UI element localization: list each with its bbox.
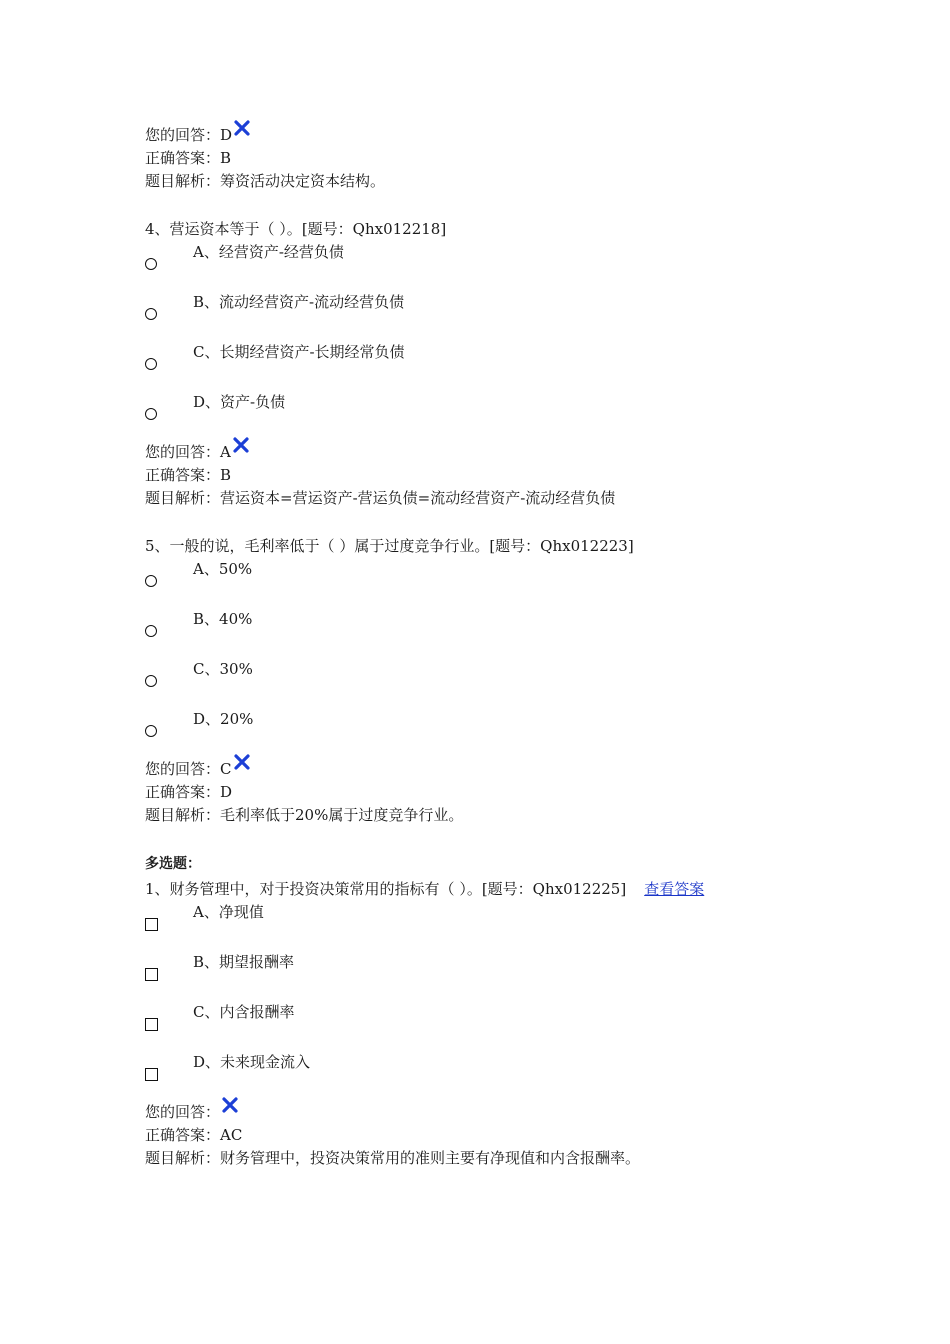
q5-option-a[interactable] <box>145 558 905 608</box>
radio-button[interactable] <box>145 575 157 587</box>
option-label: D、资产-负债 <box>193 393 286 411</box>
your-answer-value: A <box>220 443 231 461</box>
q5-correct-answer <box>145 781 905 804</box>
radio-button[interactable] <box>145 725 157 737</box>
option-label: D、未来现金流入 <box>193 1053 311 1071</box>
multi-q1-option-a[interactable] <box>145 901 905 951</box>
radio-button[interactable] <box>145 258 157 270</box>
checkbox[interactable] <box>145 968 158 981</box>
multi-q1-question <box>145 877 905 901</box>
q4-correct-answer <box>145 464 905 487</box>
option-label: B、40% <box>193 610 253 628</box>
q5-question: 5、一般的说，毛利率低于（ ）属于过度竞争行业。[题号：Qhx012223] <box>145 537 634 555</box>
multi-q1-option-b[interactable] <box>145 951 905 1001</box>
analysis-text: 营运资本=营运资产-营运负债=流动经营资产-流动经营负债 <box>220 489 616 507</box>
radio-button[interactable] <box>145 625 157 637</box>
correct-answer-value: D <box>220 783 233 801</box>
correct-answer-value: B <box>220 149 232 167</box>
checkbox[interactable] <box>145 1018 158 1031</box>
correct-answer-value: AC <box>220 1126 243 1144</box>
q4-question: 4、营运资本等于（ ）。[题号：Qhx012218] <box>145 220 447 238</box>
radio-button[interactable] <box>145 675 157 687</box>
wrong-x-icon <box>233 120 251 136</box>
option-label: A、50% <box>193 560 253 578</box>
correct-answer-value: B <box>220 466 232 484</box>
radio-button[interactable] <box>145 308 157 320</box>
checkbox[interactable] <box>145 918 158 931</box>
question-text: 1、财务管理中，对于投资决策常用的指标有（ ）。[题号：Qhx012225] <box>145 880 627 898</box>
option-label: A、净现值 <box>193 903 264 921</box>
multi-q1-option-d[interactable] <box>145 1051 905 1101</box>
analysis-text: 筹资活动决定资本结构。 <box>220 172 386 190</box>
q5-option-d[interactable] <box>145 708 905 758</box>
radio-button[interactable] <box>145 358 157 370</box>
analysis-label: 题目解析： <box>145 172 221 190</box>
option-label: B、流动经营资产-流动经营负债 <box>193 293 405 311</box>
correct-answer-label: 正确答案： <box>145 783 221 801</box>
q4-analysis <box>145 487 905 510</box>
q4-option-c[interactable] <box>145 341 905 391</box>
analysis-label: 题目解析： <box>145 806 221 824</box>
option-label: B、期望报酬率 <box>193 953 295 971</box>
your-answer-label: 您的回答： <box>145 1103 221 1121</box>
q5-option-b[interactable] <box>145 608 905 658</box>
analysis-text: 毛利率低于20%属于过度竞争行业。 <box>220 806 464 824</box>
q4-your-answer <box>145 441 905 464</box>
q4-options <box>145 241 905 441</box>
multi-q1-options <box>145 901 905 1101</box>
q5-analysis <box>145 804 905 827</box>
analysis-text: 财务管理中，投资决策常用的准则主要有净现值和内含报酬率。 <box>220 1149 641 1167</box>
analysis-label: 题目解析： <box>145 489 221 507</box>
correct-answer-label: 正确答案： <box>145 466 221 484</box>
q4-option-a[interactable] <box>145 241 905 291</box>
q3-your-answer <box>145 124 905 147</box>
multi-q1-analysis <box>145 1147 905 1170</box>
analysis-label: 题目解析： <box>145 1149 221 1167</box>
q5-option-c[interactable] <box>145 658 905 708</box>
quiz-review <box>145 124 905 1170</box>
option-label: C、内含报酬率 <box>193 1003 295 1021</box>
correct-answer-label: 正确答案： <box>145 149 221 167</box>
your-answer-value: C <box>220 760 232 778</box>
q5-options <box>145 558 905 758</box>
radio-button[interactable] <box>145 408 157 420</box>
multi-q1-your-answer <box>145 1101 905 1124</box>
option-label: C、30% <box>193 660 253 678</box>
multi-q1-option-c[interactable] <box>145 1001 905 1051</box>
your-answer-value: D <box>220 126 233 144</box>
q4-option-d[interactable] <box>145 391 905 441</box>
your-answer-label: 您的回答： <box>145 760 221 778</box>
option-label: A、经营资产-经营负债 <box>193 243 344 261</box>
your-answer-label: 您的回答： <box>145 443 221 461</box>
option-label: C、长期经营资产-长期经常负债 <box>193 343 405 361</box>
section-title-multi: 多选题： <box>145 856 201 872</box>
correct-answer-label: 正确答案： <box>145 1126 221 1144</box>
q3-correct-answer <box>145 147 905 170</box>
option-label: D、20% <box>193 710 254 728</box>
q3-analysis <box>145 170 905 193</box>
your-answer-label: 您的回答： <box>145 126 221 144</box>
q4-option-b[interactable] <box>145 291 905 341</box>
view-answer-link[interactable]: 查看答案 <box>644 880 705 898</box>
multi-q1-correct-answer <box>145 1124 905 1147</box>
checkbox[interactable] <box>145 1068 158 1081</box>
q5-your-answer <box>145 758 905 781</box>
